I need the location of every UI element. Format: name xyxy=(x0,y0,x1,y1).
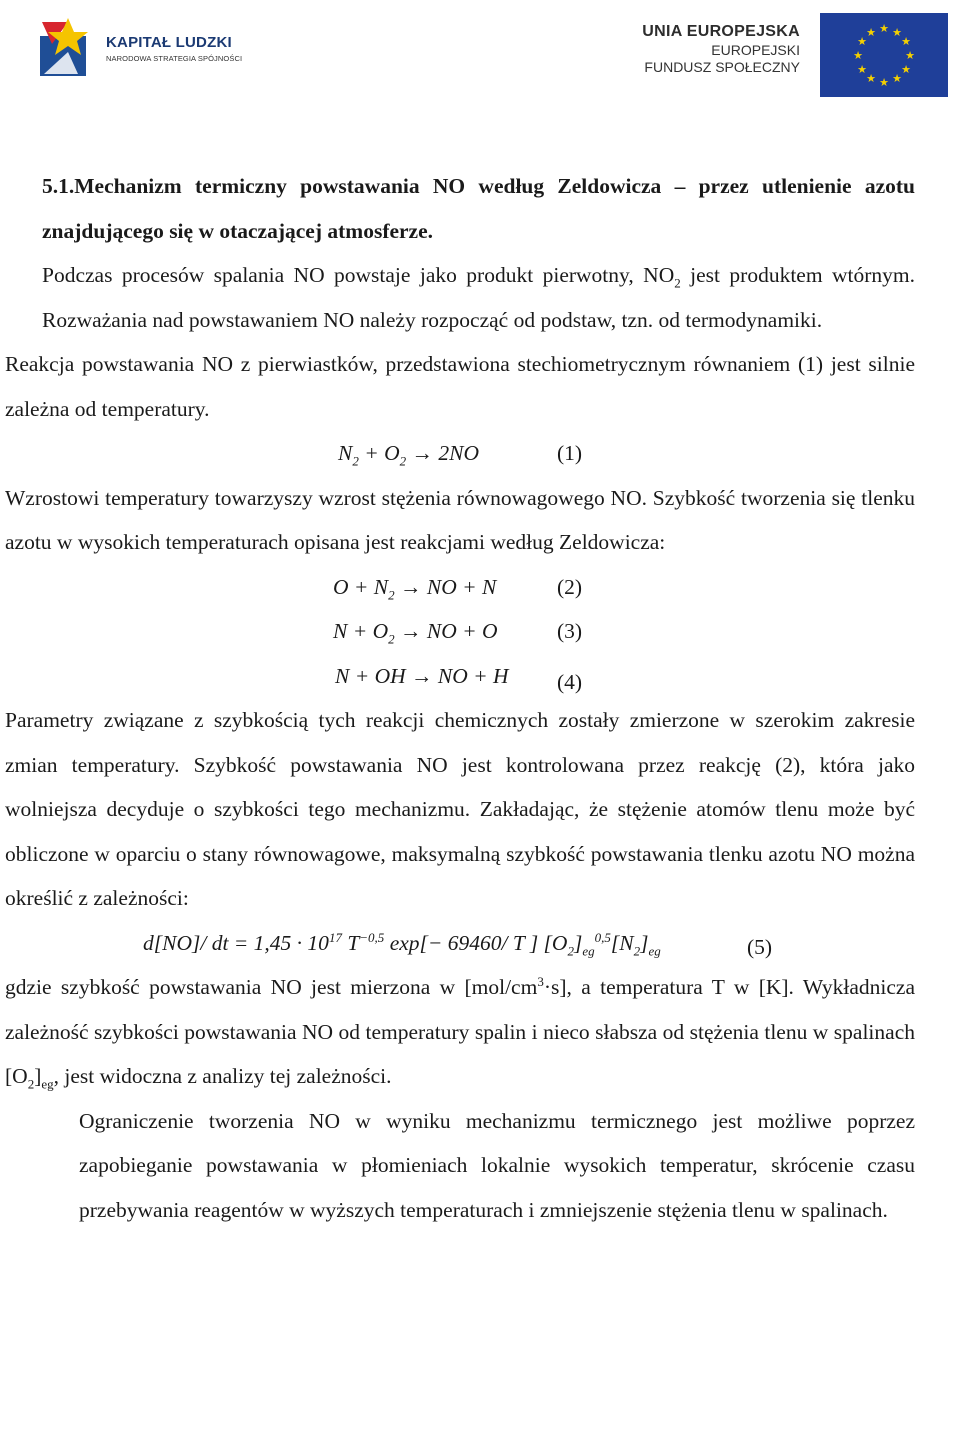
equation-4-number: (4) xyxy=(557,669,583,694)
equation-2 xyxy=(5,565,915,610)
equation-5-number: (5) xyxy=(747,934,773,959)
paragraph-1-text-a: Podczas procesów spalania NO powstaje jako produkt pierwotny, NO xyxy=(42,263,675,287)
eq1-c: → 2NO xyxy=(406,441,480,465)
svg-text:★: ★ xyxy=(905,49,915,62)
equation-3-number: (3) xyxy=(557,619,583,643)
kapital-ludzki-title: KAPITAŁ LUDZKI xyxy=(106,34,232,51)
equation-1 xyxy=(5,431,915,476)
equation-3-formula xyxy=(333,609,498,654)
paragraph-5 xyxy=(5,965,915,1099)
eq5-sub1: 2 xyxy=(567,942,574,958)
paragraph-2: Reakcja powstawania NO z pierwiastków, przedstawiona stechiometrycznym równaniem (1) jest silnie zależna od temperatury. xyxy=(5,352,915,421)
paragraph-5-sub: 2 xyxy=(27,1076,35,1092)
equation-4 xyxy=(5,654,915,699)
equation-1-number: (1) xyxy=(557,441,583,465)
eu-line-1: UNIA EUROPEJSKA xyxy=(642,23,800,40)
eq3-sub: 2 xyxy=(388,631,395,647)
svg-text:★: ★ xyxy=(892,26,902,39)
svg-text:★: ★ xyxy=(857,63,867,76)
eq5-p1: d[NO]/ dt = 1,45 · 10 xyxy=(143,930,329,955)
eq1-sub-1: 2 xyxy=(352,453,359,469)
eu-line-3: FUNDUSZ SPOŁECZNY xyxy=(644,59,800,75)
eq5-sub-eg-2: eg xyxy=(648,942,661,958)
eq2-b: → NO + N xyxy=(394,574,497,599)
equation-5-formula xyxy=(143,921,661,966)
equation-5 xyxy=(5,921,915,966)
kapital-ludzki-subtitle: NARODOWA STRATEGIA SPÓJNOŚCI xyxy=(106,54,243,63)
eq5-p5: [N xyxy=(610,930,634,955)
svg-text:★: ★ xyxy=(866,26,876,39)
svg-text:★: ★ xyxy=(892,72,902,85)
eq2-sub: 2 xyxy=(388,586,395,602)
page-header xyxy=(0,0,960,110)
eq5-p6: ] xyxy=(640,930,649,955)
paragraph-5-text-b: ·s], a temperatura T w [K]. Wykładnicza zależność szybkości powstawania NO od temperatury spalin i nieco słabsza od stężenia tlenu w spalinach [O xyxy=(5,975,916,1088)
section-heading: 5.1.Mechanizm termiczny powstawania NO według Zeldowicza – przez utlenienie azotu znajdującego się w otaczającej atmosferze. xyxy=(42,174,915,243)
paragraph-6: Ograniczenie tworzenia NO w wyniku mechanizmu termicznego jest możliwe poprzez zapobieganie powstawania w płomieniach lokalnie wysokich temperatur, skrócenie czasu przebywania reagentów w wyższych temperaturach i zmniejszenie stężenia tlenu w spalinach. xyxy=(79,1108,915,1222)
document-body xyxy=(5,164,915,1232)
eq5-p3: exp[− 69460/ T ] [O xyxy=(384,930,568,955)
eq5-exp3: 0,5 xyxy=(594,929,611,945)
svg-text:★: ★ xyxy=(901,63,911,76)
paragraph-1-text-b: jest produktem wtórnym. Rozważania nad powstawaniem NO należy rozpocząć od podstaw, tzn. od termodynamiki. xyxy=(42,263,916,332)
paragraph-4: Parametry związane z szybkością tych reakcji chemicznych zostały zmierzone w szerokim zakresie zmian temperatury. Szybkość powstawania NO jest kontrolowana przez reakcję (2), która jako wolniejsza decyduje o szybkości tego mechanizmu. Zakładając, że stężenie atomów tlenu może być obliczone w oparciu o stany równowagowe, maksymalną szybkość powstawania tlenku azotu NO można określić z zależności: xyxy=(5,708,915,910)
paragraph-3: Wzrostowi temperatury towarzyszy wzrost stężenia równowagowego NO. Szybkość tworzenia się tlenku azotu w wysokich temperaturach opisana jest reakcjami według Zeldowicza: xyxy=(5,485,915,554)
eq5-p2: T xyxy=(341,930,360,955)
eq5-p4: ] xyxy=(573,930,583,955)
paragraph-5-text-d: , jest widoczna z analizy tej zależności. xyxy=(53,1064,392,1088)
paragraph-5-sub-eg: eg xyxy=(41,1076,54,1092)
paragraph-5-sup: 3 xyxy=(537,973,544,989)
eu-flag-icon xyxy=(820,13,948,97)
svg-text:★: ★ xyxy=(866,72,876,85)
paragraph-1 xyxy=(5,253,915,342)
svg-text:★: ★ xyxy=(857,35,867,48)
eq1-b: + O xyxy=(358,441,400,465)
equation-1-formula xyxy=(338,431,479,476)
eu-line-2: EUROPEJSKI xyxy=(711,42,800,58)
equation-2-number: (2) xyxy=(557,574,583,599)
paragraph-5-text-c: ] xyxy=(34,1064,42,1088)
equation-3 xyxy=(5,609,915,654)
eq3-b: → NO + O xyxy=(394,619,498,643)
kapital-ludzki-logo xyxy=(38,16,278,78)
eq1-a: N xyxy=(338,441,353,465)
paragraph-1-subscript: 2 xyxy=(674,275,681,291)
paragraph-5-text-a: gdzie szybkość powstawania NO jest mierzona w [mol/cm xyxy=(5,975,538,999)
svg-text:★: ★ xyxy=(901,35,911,48)
svg-text:★: ★ xyxy=(853,49,863,62)
eq5-exp1: 17 xyxy=(328,929,342,945)
eu-fund-text xyxy=(560,22,800,76)
equation-4-formula: N + OH → NO + H xyxy=(335,663,509,688)
eq3-a: N + O xyxy=(333,619,389,643)
eq5-exp2: −0,5 xyxy=(359,929,385,945)
svg-text:★: ★ xyxy=(879,76,889,89)
eq5-sub2: 2 xyxy=(633,942,641,958)
eq5-sub-eg-1: eg xyxy=(582,942,595,958)
eq2-a: O + N xyxy=(333,574,389,599)
equation-2-formula xyxy=(333,565,496,610)
kapital-ludzki-star-icon xyxy=(38,16,100,78)
eq1-sub-2: 2 xyxy=(399,453,407,469)
svg-text:★: ★ xyxy=(879,22,889,35)
